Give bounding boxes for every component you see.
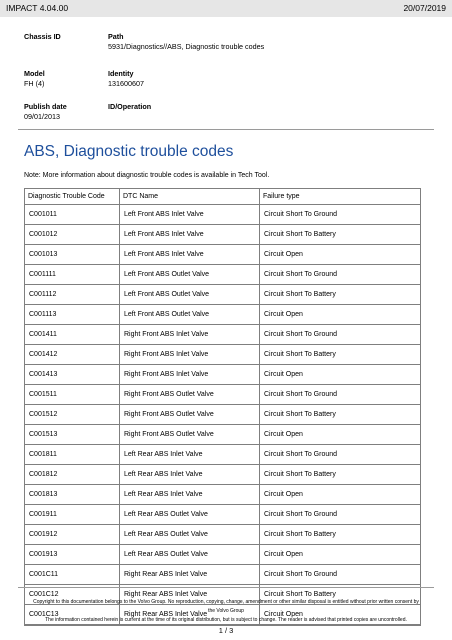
dtc-name-cell: Left Front ABS Inlet Valve bbox=[120, 245, 260, 265]
dtc-code-cell: C001911 bbox=[25, 505, 120, 525]
dtc-code-cell: C001513 bbox=[25, 425, 120, 445]
dtc-name-cell: Left Rear ABS Inlet Valve bbox=[120, 465, 260, 485]
column-header-failure: Failure type bbox=[260, 189, 421, 205]
copyright-line-3: The information contained herein is current at the time of its original distribution, but is subject to change. The reader is advised that printed copies are uncontrolled. bbox=[45, 617, 407, 623]
dtc-code-cell: C001412 bbox=[25, 345, 120, 365]
failure-type-cell: Circuit Short To Ground bbox=[260, 265, 421, 285]
table-row bbox=[25, 305, 421, 325]
failure-type-cell: Circuit Open bbox=[260, 605, 421, 625]
dtc-name-cell: Right Front ABS Outlet Valve bbox=[120, 425, 260, 445]
dtc-code-cell: C001112 bbox=[25, 285, 120, 305]
copyright-footer bbox=[10, 598, 442, 625]
failure-type-cell: Circuit Short To Ground bbox=[260, 325, 421, 345]
table-row bbox=[25, 425, 421, 445]
identity-block bbox=[108, 69, 144, 89]
table-row bbox=[25, 245, 421, 265]
table-row bbox=[25, 545, 421, 565]
dtc-code-cell: C001011 bbox=[25, 205, 120, 225]
model-block bbox=[24, 69, 45, 89]
failure-type-cell: Circuit Open bbox=[260, 425, 421, 445]
table-row bbox=[25, 525, 421, 545]
dtc-code-cell: C001813 bbox=[25, 485, 120, 505]
failure-type-cell: Circuit Open bbox=[260, 245, 421, 265]
dtc-name-cell: Left Front ABS Outlet Valve bbox=[120, 305, 260, 325]
column-header-code: Diagnostic Trouble Code bbox=[25, 189, 120, 205]
chassis-id-block bbox=[24, 32, 61, 42]
dtc-name-cell: Left Rear ABS Inlet Valve bbox=[120, 445, 260, 465]
failure-type-cell: Circuit Short To Battery bbox=[260, 465, 421, 485]
model-label: Model bbox=[24, 69, 45, 78]
dtc-code-cell: C001511 bbox=[25, 385, 120, 405]
operation-label: ID/Operation bbox=[108, 102, 152, 111]
dtc-name-cell: Left Rear ABS Outlet Valve bbox=[120, 545, 260, 565]
operation-block bbox=[108, 102, 151, 112]
dtc-code-cell: C001111 bbox=[25, 265, 120, 285]
copyright-line-2: the Volvo Group bbox=[208, 608, 244, 614]
page-number: 1 / 3 bbox=[218, 626, 234, 635]
dtc-code-cell: C001C13 bbox=[25, 605, 120, 625]
table-header-row bbox=[25, 189, 421, 205]
identity-label: Identity bbox=[108, 69, 134, 78]
footer-divider bbox=[18, 587, 434, 588]
failure-type-cell: Circuit Short To Battery bbox=[260, 585, 421, 605]
identity-value: 131600607 bbox=[108, 79, 144, 88]
dtc-code-cell: C001C12 bbox=[25, 585, 120, 605]
dtc-name-cell: Right Rear ABS Inlet Valve bbox=[120, 585, 260, 605]
table-row bbox=[25, 405, 421, 425]
dtc-code-cell: C001C11 bbox=[25, 565, 120, 585]
dtc-name-cell: Left Front ABS Outlet Valve bbox=[120, 285, 260, 305]
table-row bbox=[25, 365, 421, 385]
table-row bbox=[25, 465, 421, 485]
path-block bbox=[108, 32, 264, 52]
dtc-name-cell: Left Front ABS Outlet Valve bbox=[120, 265, 260, 285]
dtc-code-cell: C001012 bbox=[25, 225, 120, 245]
failure-type-cell: Circuit Open bbox=[260, 305, 421, 325]
model-value: FH (4) bbox=[24, 79, 45, 88]
table-row bbox=[25, 565, 421, 585]
failure-type-cell: Circuit Short To Ground bbox=[260, 505, 421, 525]
dtc-code-cell: C001113 bbox=[25, 305, 120, 325]
document-header-bar bbox=[0, 0, 452, 17]
dtc-name-cell: Right Front ABS Outlet Valve bbox=[120, 405, 260, 425]
failure-type-cell: Circuit Open bbox=[260, 545, 421, 565]
publish-date-block bbox=[24, 102, 67, 122]
failure-type-cell: Circuit Short To Battery bbox=[260, 285, 421, 305]
dtc-name-cell: Left Front ABS Inlet Valve bbox=[120, 225, 260, 245]
failure-type-cell: Circuit Short To Battery bbox=[260, 225, 421, 245]
failure-type-cell: Circuit Short To Ground bbox=[260, 385, 421, 405]
failure-type-cell: Circuit Short To Battery bbox=[260, 405, 421, 425]
dtc-name-cell: Left Rear ABS Outlet Valve bbox=[120, 525, 260, 545]
dtc-code-cell: C001411 bbox=[25, 325, 120, 345]
dtc-code-cell: C001413 bbox=[25, 365, 120, 385]
table-row bbox=[25, 225, 421, 245]
dtc-name-cell: Left Front ABS Inlet Valve bbox=[120, 205, 260, 225]
failure-type-cell: Circuit Short To Ground bbox=[260, 445, 421, 465]
dtc-name-cell: Right Front ABS Inlet Valve bbox=[120, 345, 260, 365]
header-divider bbox=[18, 129, 434, 130]
table-row bbox=[25, 325, 421, 345]
table-row bbox=[25, 505, 421, 525]
column-header-name: DTC Name bbox=[120, 189, 260, 205]
page-title: ABS, Diagnostic trouble codes bbox=[24, 143, 234, 160]
failure-type-cell: Circuit Open bbox=[260, 485, 421, 505]
failure-type-cell: Circuit Short To Ground bbox=[260, 205, 421, 225]
path-label: Path bbox=[108, 32, 124, 41]
dtc-name-cell: Right Rear ABS Inlet Valve bbox=[120, 565, 260, 585]
copyright-line-1: Copyright to this documentation belongs to the Volvo Group. No reproduction, copying, change, amendment or other similar disposal is entitled without prior written consent by bbox=[33, 599, 419, 605]
info-note: Note: More information about diagnostic trouble codes is available in Tech Tool. bbox=[24, 172, 270, 179]
path-value: 5931/Diagnostics//ABS, Diagnostic trouble codes bbox=[108, 42, 265, 51]
table-row bbox=[25, 385, 421, 405]
dtc-name-cell: Left Rear ABS Inlet Valve bbox=[120, 485, 260, 505]
dtc-code-cell: C001013 bbox=[25, 245, 120, 265]
publish-date-value: 09/01/2013 bbox=[24, 112, 60, 121]
dtc-name-cell: Left Rear ABS Outlet Valve bbox=[120, 505, 260, 525]
chassis-id-label: Chassis ID bbox=[24, 32, 61, 41]
table-row bbox=[25, 345, 421, 365]
dtc-code-cell: C001812 bbox=[25, 465, 120, 485]
dtc-name-cell: Right Front ABS Inlet Valve bbox=[120, 325, 260, 345]
dtc-code-cell: C001913 bbox=[25, 545, 120, 565]
failure-type-cell: Circuit Short To Battery bbox=[260, 525, 421, 545]
dtc-name-cell: Right Front ABS Outlet Valve bbox=[120, 385, 260, 405]
print-date: 20/07/2019 bbox=[403, 3, 446, 13]
dtc-name-cell: Right Front ABS Inlet Valve bbox=[120, 365, 260, 385]
dtc-code-cell: C001811 bbox=[25, 445, 120, 465]
failure-type-cell: Circuit Short To Battery bbox=[260, 345, 421, 365]
table-row bbox=[25, 205, 421, 225]
dtc-name-cell: Right Rear ABS Inlet Valve bbox=[120, 605, 260, 625]
app-version: IMPACT 4.04.00 bbox=[6, 3, 69, 13]
table-row bbox=[25, 265, 421, 285]
failure-type-cell: Circuit Open bbox=[260, 365, 421, 385]
table-row bbox=[25, 285, 421, 305]
failure-type-cell: Circuit Short To Ground bbox=[260, 565, 421, 585]
table-row bbox=[25, 445, 421, 465]
table-row bbox=[25, 485, 421, 505]
dtc-code-cell: C001912 bbox=[25, 525, 120, 545]
publish-date-label: Publish date bbox=[24, 102, 67, 111]
dtc-table bbox=[24, 188, 421, 626]
dtc-code-cell: C001512 bbox=[25, 405, 120, 425]
